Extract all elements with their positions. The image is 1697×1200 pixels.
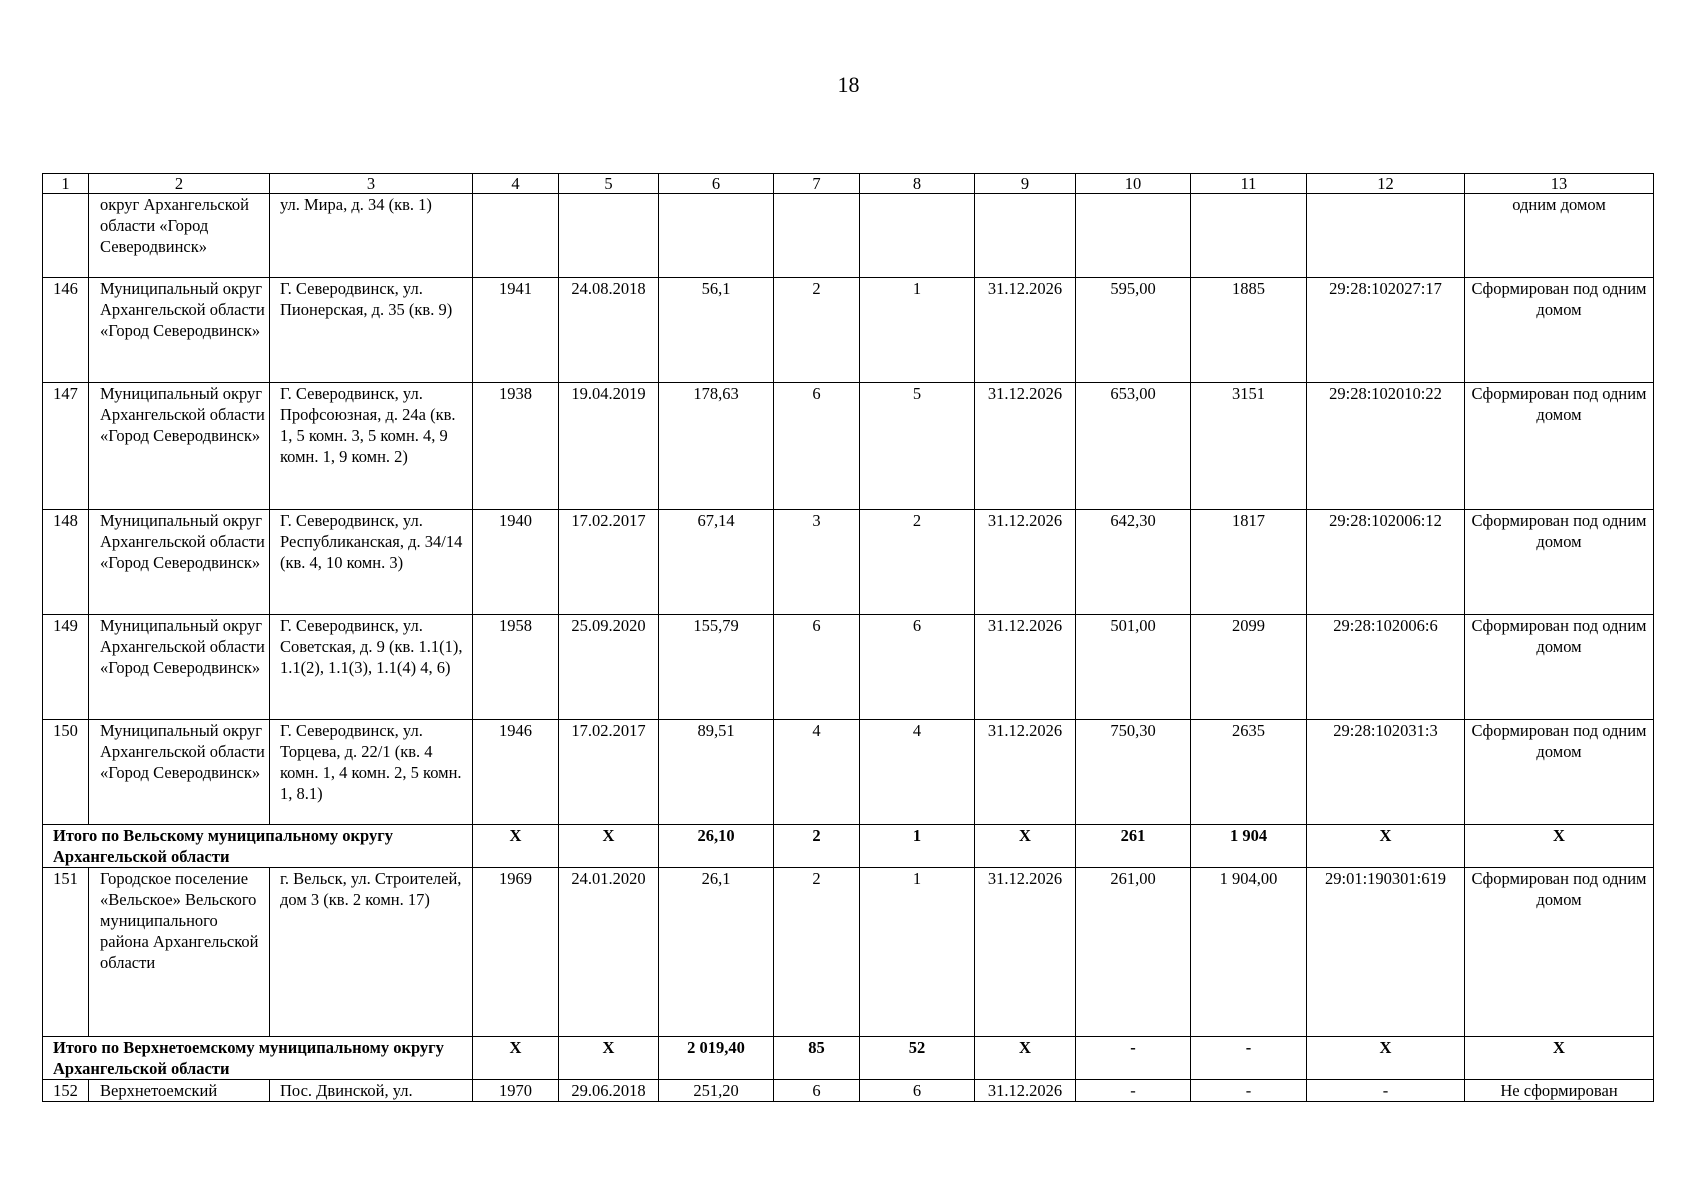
- empty-cell: [1191, 194, 1307, 278]
- column-number: 3: [270, 174, 473, 194]
- note-cell: Сформирован под одним домом: [1465, 615, 1654, 720]
- total-cell: Х: [1307, 1037, 1465, 1080]
- total-label: Итого по Верхнетоемскому муниципальному округу Архангельской области: [43, 1037, 473, 1080]
- area-cell: 89,51: [659, 720, 774, 825]
- cadastral-cell: 29:28:102010:22: [1307, 383, 1465, 510]
- total-cell: 2 019,40: [659, 1037, 774, 1080]
- row-number: 147: [43, 383, 89, 510]
- note-cell: Сформирован под одним домом: [1465, 278, 1654, 383]
- total-row: [43, 825, 1654, 868]
- row-number: 148: [43, 510, 89, 615]
- col7-cell: 3: [774, 510, 860, 615]
- total-cell: 1 904: [1191, 825, 1307, 868]
- col10-cell: 261,00: [1076, 868, 1191, 1037]
- table-row: [43, 720, 1654, 825]
- col11-cell: -: [1191, 1080, 1307, 1102]
- total-cell: Х: [473, 825, 559, 868]
- cadastral-cell: 29:28:102006:6: [1307, 615, 1465, 720]
- total-cell: Х: [1465, 1037, 1654, 1080]
- col7-cell: 2: [774, 868, 860, 1037]
- col8-cell: 1: [860, 868, 975, 1037]
- column-number: 5: [559, 174, 659, 194]
- col10-cell: 653,00: [1076, 383, 1191, 510]
- address-cell: ул. Мира, д. 34 (кв. 1): [270, 194, 473, 278]
- empty-cell: [774, 194, 860, 278]
- note-cell: Сформирован под одним домом: [1465, 383, 1654, 510]
- cadastral-cell: 29:28:102031:3: [1307, 720, 1465, 825]
- owner-cell: Муниципальный округ Архангельской области «Город Северодвинск»: [89, 615, 270, 720]
- address-cell: г. Вельск, ул. Строителей, дом 3 (кв. 2 комн. 17): [270, 868, 473, 1037]
- cadastral-cell: -: [1307, 1080, 1465, 1102]
- address-cell: Г. Северодвинск, ул. Профсоюзная, д. 24а (кв. 1, 5 комн. 3, 5 комн. 4, 9 комн. 1, 9 комн. 2): [270, 383, 473, 510]
- deadline-cell: 31.12.2026: [975, 868, 1076, 1037]
- total-cell: Х: [1307, 825, 1465, 868]
- address-cell: Г. Северодвинск, ул. Республиканская, д. 34/14 (кв. 4, 10 комн. 3): [270, 510, 473, 615]
- address-cell: Г. Северодвинск, ул. Пионерская, д. 35 (кв. 9): [270, 278, 473, 383]
- owner-cell: Муниципальный округ Архангельской области «Город Северодвинск»: [89, 510, 270, 615]
- column-number: 8: [860, 174, 975, 194]
- owner-cell: Муниципальный округ Архангельской области «Город Северодвинск»: [89, 720, 270, 825]
- owner-cell: Городское поселение «Вельское» Вельского муниципального района Архангельской области: [89, 868, 270, 1037]
- year-cell: 1941: [473, 278, 559, 383]
- total-label: Итого по Вельскому муниципальному округу Архангельской области: [43, 825, 473, 868]
- table-row: [43, 868, 1654, 1037]
- area-cell: 67,14: [659, 510, 774, 615]
- table-row: [43, 1080, 1654, 1102]
- empty-cell: [559, 194, 659, 278]
- col7-cell: 6: [774, 615, 860, 720]
- total-cell: Х: [975, 1037, 1076, 1080]
- date-cell: 17.02.2017: [559, 510, 659, 615]
- deadline-cell: 31.12.2026: [975, 720, 1076, 825]
- col11-cell: 1 904,00: [1191, 868, 1307, 1037]
- note-cell: Не сформирован: [1465, 1080, 1654, 1102]
- col10-cell: 595,00: [1076, 278, 1191, 383]
- table-row: [43, 615, 1654, 720]
- col8-cell: 5: [860, 383, 975, 510]
- col7-cell: 2: [774, 278, 860, 383]
- year-cell: 1946: [473, 720, 559, 825]
- date-cell: 24.08.2018: [559, 278, 659, 383]
- date-cell: 29.06.2018: [559, 1080, 659, 1102]
- area-cell: 26,1: [659, 868, 774, 1037]
- note-cell: Сформирован под одним домом: [1465, 868, 1654, 1037]
- column-number: 2: [89, 174, 270, 194]
- total-cell: 261: [1076, 825, 1191, 868]
- date-cell: 19.04.2019: [559, 383, 659, 510]
- address-cell: Г. Северодвинск, ул. Торцева, д. 22/1 (кв. 4 комн. 1, 4 комн. 2, 5 комн. 1, 8.1): [270, 720, 473, 825]
- year-cell: 1938: [473, 383, 559, 510]
- total-cell: -: [1076, 1037, 1191, 1080]
- area-cell: 251,20: [659, 1080, 774, 1102]
- table-row: [43, 278, 1654, 383]
- total-cell: Х: [559, 1037, 659, 1080]
- col11-cell: 2099: [1191, 615, 1307, 720]
- owner-cell: Верхнетоемский: [89, 1080, 270, 1102]
- total-cell: -: [1191, 1037, 1307, 1080]
- column-number: 1: [43, 174, 89, 194]
- deadline-cell: 31.12.2026: [975, 278, 1076, 383]
- owner-cell: округ Архангельской области «Город Северодвинск»: [89, 194, 270, 278]
- table-row: [43, 383, 1654, 510]
- col8-cell: 6: [860, 1080, 975, 1102]
- empty-cell: [659, 194, 774, 278]
- total-cell: 1: [860, 825, 975, 868]
- column-number-row: [43, 174, 1654, 194]
- date-cell: 24.01.2020: [559, 868, 659, 1037]
- total-cell: Х: [975, 825, 1076, 868]
- column-number: 4: [473, 174, 559, 194]
- cadastral-cell: 29:28:102027:17: [1307, 278, 1465, 383]
- deadline-cell: 31.12.2026: [975, 510, 1076, 615]
- column-number: 11: [1191, 174, 1307, 194]
- date-cell: 17.02.2017: [559, 720, 659, 825]
- total-row: [43, 1037, 1654, 1080]
- area-cell: 155,79: [659, 615, 774, 720]
- table-row: [43, 510, 1654, 615]
- cadastral-cell: 29:28:102006:12: [1307, 510, 1465, 615]
- column-number: 12: [1307, 174, 1465, 194]
- year-cell: 1940: [473, 510, 559, 615]
- col7-cell: 4: [774, 720, 860, 825]
- year-cell: 1969: [473, 868, 559, 1037]
- deadline-cell: 31.12.2026: [975, 615, 1076, 720]
- page-number: 18: [837, 72, 860, 97]
- total-cell: 2: [774, 825, 860, 868]
- col11-cell: 3151: [1191, 383, 1307, 510]
- address-cell: Г. Северодвинск, ул. Советская, д. 9 (кв. 1.1(1), 1.1(2), 1.1(3), 1.1(4) 4, 6): [270, 615, 473, 720]
- owner-cell: Муниципальный округ Архангельской области «Город Северодвинск»: [89, 383, 270, 510]
- empty-cell: [1076, 194, 1191, 278]
- col10-cell: 501,00: [1076, 615, 1191, 720]
- col11-cell: 1817: [1191, 510, 1307, 615]
- total-cell: Х: [559, 825, 659, 868]
- row-number: 149: [43, 615, 89, 720]
- column-number: 13: [1465, 174, 1654, 194]
- column-number: 7: [774, 174, 860, 194]
- total-cell: Х: [1465, 825, 1654, 868]
- area-cell: 178,63: [659, 383, 774, 510]
- col8-cell: 6: [860, 615, 975, 720]
- area-cell: 56,1: [659, 278, 774, 383]
- row-number: 150: [43, 720, 89, 825]
- col11-cell: 2635: [1191, 720, 1307, 825]
- deadline-cell: 31.12.2026: [975, 1080, 1076, 1102]
- register-table: [42, 173, 1654, 1102]
- year-cell: 1958: [473, 615, 559, 720]
- cadastral-cell: 29:01:190301:619: [1307, 868, 1465, 1037]
- col10-cell: 642,30: [1076, 510, 1191, 615]
- row-number: 152: [43, 1080, 89, 1102]
- deadline-cell: 31.12.2026: [975, 383, 1076, 510]
- year-cell: 1970: [473, 1080, 559, 1102]
- col11-cell: 1885: [1191, 278, 1307, 383]
- continued-row: [43, 194, 1654, 278]
- col8-cell: 1: [860, 278, 975, 383]
- col10-cell: 750,30: [1076, 720, 1191, 825]
- date-cell: 25.09.2020: [559, 615, 659, 720]
- total-cell: 85: [774, 1037, 860, 1080]
- row-number: [43, 194, 89, 278]
- col7-cell: 6: [774, 1080, 860, 1102]
- row-number: 146: [43, 278, 89, 383]
- column-number: 10: [1076, 174, 1191, 194]
- col8-cell: 2: [860, 510, 975, 615]
- total-cell: 52: [860, 1037, 975, 1080]
- address-cell: Пос. Двинской, ул.: [270, 1080, 473, 1102]
- note-cell: одним домом: [1465, 194, 1654, 278]
- column-number: 9: [975, 174, 1076, 194]
- row-number: 151: [43, 868, 89, 1037]
- empty-cell: [473, 194, 559, 278]
- col8-cell: 4: [860, 720, 975, 825]
- owner-cell: Муниципальный округ Архангельской области «Город Северодвинск»: [89, 278, 270, 383]
- note-cell: Сформирован под одним домом: [1465, 720, 1654, 825]
- total-cell: Х: [473, 1037, 559, 1080]
- note-cell: Сформирован под одним домом: [1465, 510, 1654, 615]
- empty-cell: [975, 194, 1076, 278]
- empty-cell: [1307, 194, 1465, 278]
- col7-cell: 6: [774, 383, 860, 510]
- empty-cell: [860, 194, 975, 278]
- col10-cell: -: [1076, 1080, 1191, 1102]
- column-number: 6: [659, 174, 774, 194]
- total-cell: 26,10: [659, 825, 774, 868]
